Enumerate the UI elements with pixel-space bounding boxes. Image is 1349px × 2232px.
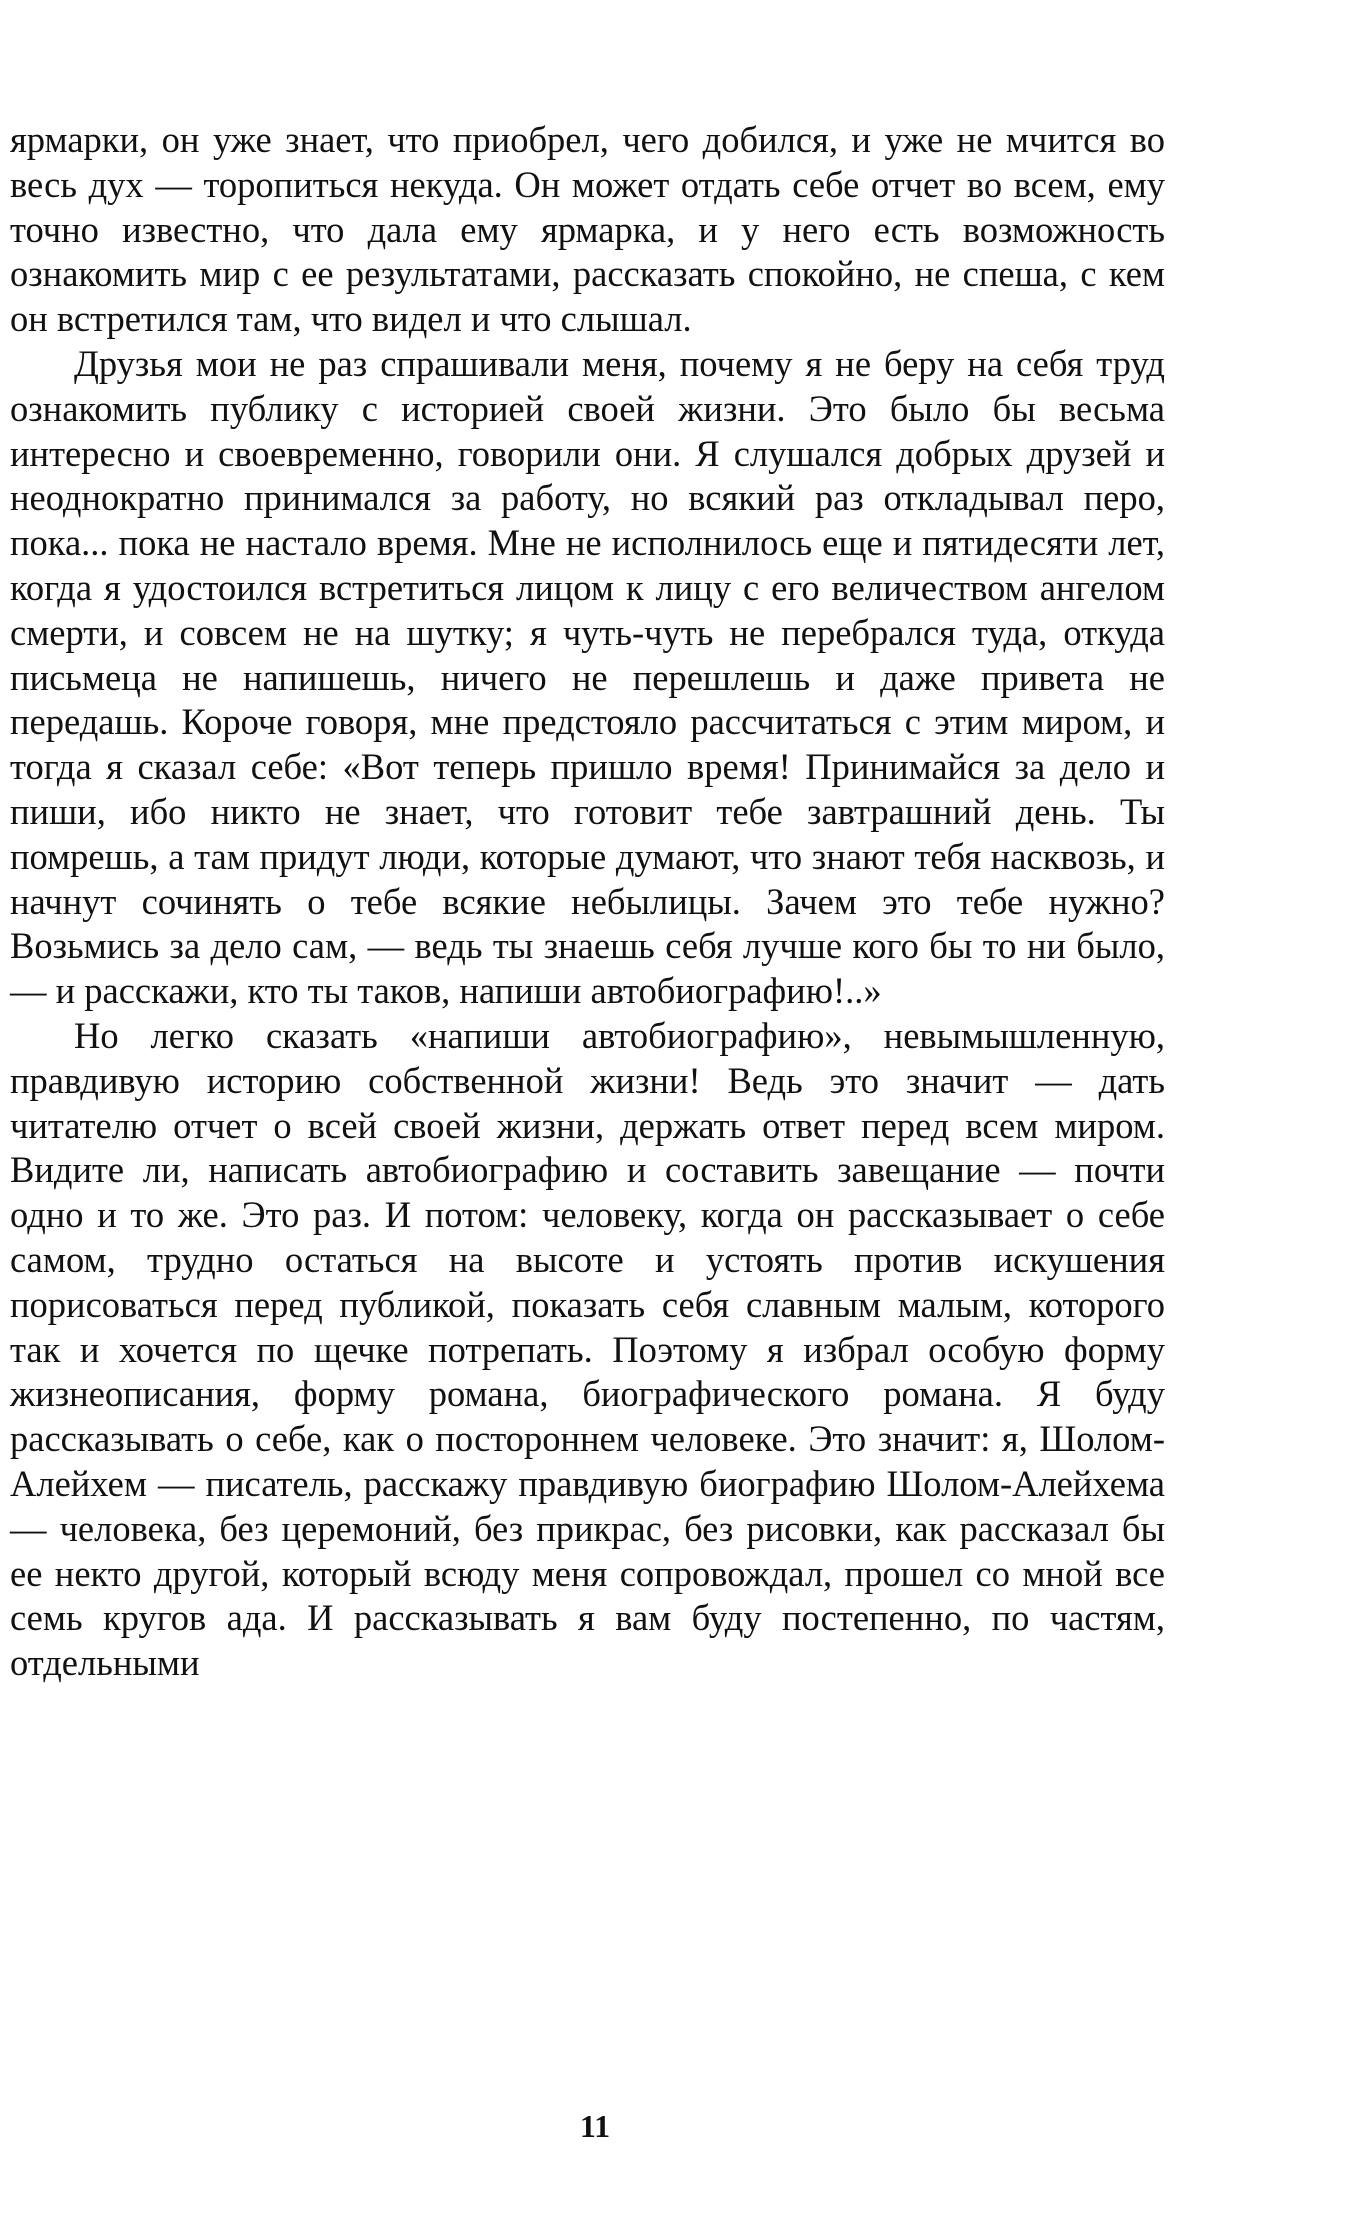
paragraph-friends-asked: Друзья мои не раз спрашивали меня, почему я не беру на себя труд ознакомить публику с историей своей жизни. Это было бы весьма интересно и своевременно, говорили они. Я слушался добрых друзей и неоднократно принимался за работу, но всякий раз откладывал перо, пока... пока не настало время. Мне не исполнилось еще и пятидесяти лет, когда я удостоился встретиться лицом к лицу с его величеством ангелом смерти, и совсем не на шутку; я чуть-чуть не перебрался туда, откуда письмеца не напишешь, ничего не перешлешь и даже привета не передашь. Короче говоря, мне предстояло рассчитаться с этим миром, и тогда я сказал себе: «Вот теперь пришло время! Принимайся за дело и пиши, ибо никто не знает, что готовит тебе завтрашний день. Ты помрешь, а там придут люди, которые думают, что знают тебя насквозь, и начнут сочинять о тебе всякие небылицы. Зачем это тебе нужно? Возьмись за дело сам, — ведь ты знаешь себя лучше кого бы то ни было, — и расскажи, кто ты таков, напиши автобиографию!..» (10, 342, 1165, 1012)
page-body-text (10, 118, 1165, 1686)
paragraph-continuation: ярмарки, он уже знает, что приобрел, чего добился, и уже не мчится во весь дух — торопиться некуда. Он может отдать себе отчет во всем, ему точно известно, что дала ему ярмарка, и у него есть возможность ознакомить мир с ее результатами, рассказать спокойно, не спеша, с кем он встретился там, что видел и что слышал. (10, 119, 1165, 340)
page-number: 11 (579, 2108, 611, 2144)
paragraph-autobiography-form: Но легко сказать «напиши автобиографию», невымышленную, правдивую историю собственной жизни! Ведь это значит — дать читателю отчет о всей своей жизни, держать ответ перед всем миром. Видите ли, написать автобиографию и составить завещание — почти одно и то же. Это раз. И потом: человеку, когда он рассказывает о себе самом, трудно остаться на высоте и устоять против искушения порисоваться перед публикой, показать себя славным малым, которого так и хочется по щечке потрепать. Поэтому я избрал особую форму жизнеописания, форму романа, биографического романа. Я буду рассказывать о себе, как о постороннем человеке. Это значит: я, Шолом-Алейхем — писатель, расскажу правдивую биографию Шолом-Алейхема — человека, без церемоний, без прикрас, без рисовки, как рассказал бы ее некто другой, который всюду меня сопровождал, прошел со мной все семь кругов ада. И рассказывать я вам буду постепенно, по частям, отдельными (10, 1014, 1165, 1684)
